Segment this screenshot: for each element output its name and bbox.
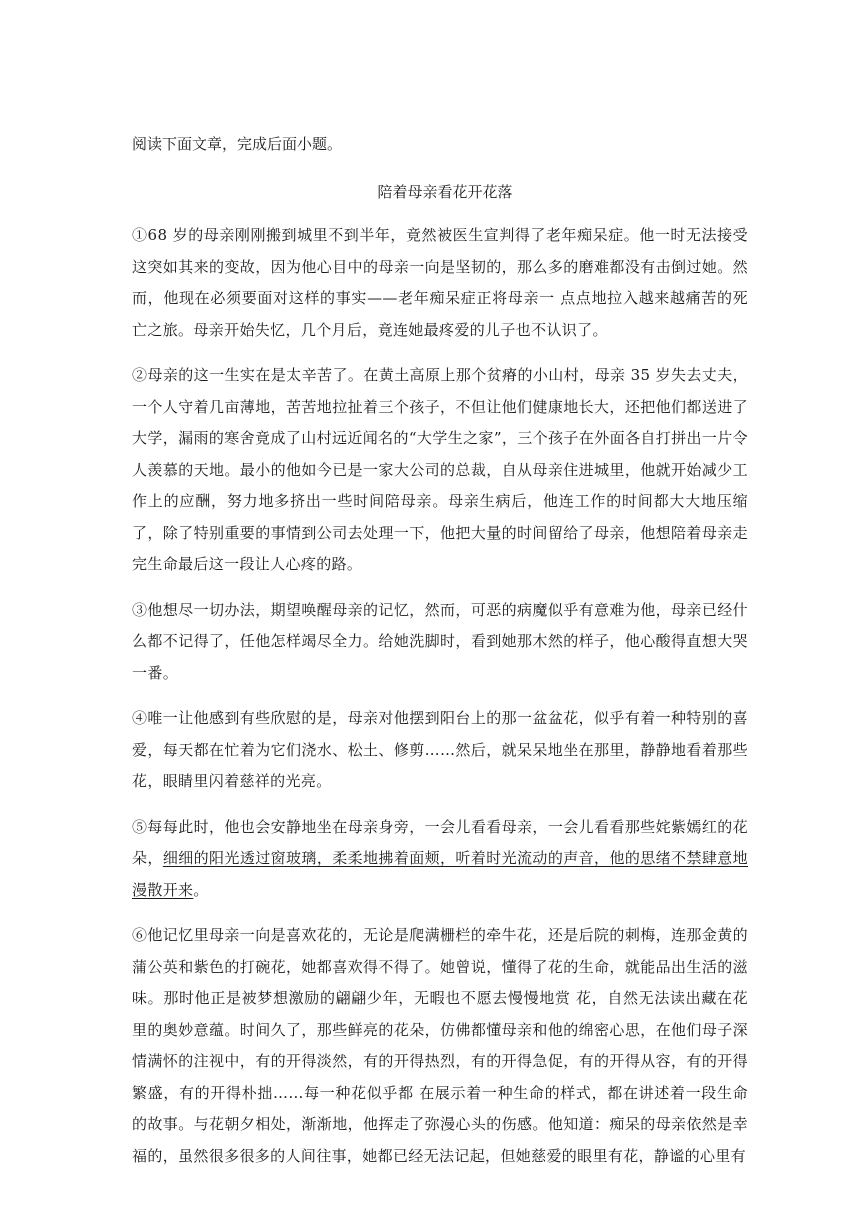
paragraph-2: ②母亲的这一生实在是太辛苦了。在黄土高原上那个贫瘠的小山村，母亲 35 岁失去丈夫，一个人守着几亩薄地，苦苦地拉扯着三个孩子，不但让他们健康地长大，还把他们都送进了大学，漏雨的寒舍竟成了山村远近闻名的“大学生之家”，三个孩子在外面各自打拼出一片令人羡慕的天地。最小的他如今已是一家大公司的总裁，自从母亲住进城里，他就开始减少工作上的应酬，努力地多挤出一些时间陪母亲。母亲生病后，他连工作的时间都大大地压缩了，除了特别重要的事情到公司去处理一下，他把大量的时间留给了母亲，他想陪着母亲走完生命最后这一段让人心疼的路。	[132, 366, 748, 573]
paragraph-6: ⑥他记忆里母亲一向是喜欢花的，无论是爬满栅栏的牵牛花，还是后院的刺梅，连那金黄的蒲公英和紫色的打碗花，她都喜欢得不得了。她曾说，懂得了花的生命，就能品出生活的滋味。那时他正是被梦想激励的翩翩少年，无暇也不愿去慢慢地赏 花，自然无法读出藏在花里的奥妙意蕴。时间久了，那些鲜亮的花朵，仿佛都懂母亲和他的绵密心思，在他们母子深情满怀的注视中，有的开得淡然，有的开得热烈，有的开得急促，有的开得从容，有的开得繁盛，有的开得朴拙……每一种花似乎都 在展示着一种生命的样式，都在讲述着一段生命的故事。与花朝夕相处，渐渐地，他挥走了弥漫心头的伤感。他知道：痴呆的母亲依然是幸福的，虽然很多很多的人间往事，她都已经无法记起，但她慈爱的眼里有花，静谧的心里有	[132, 926, 748, 1165]
instruction-text: 阅读下面文章，完成后面小题。	[132, 135, 343, 153]
paragraph-3: ③他想尽一切办法，期望唤醒母亲的记忆，然而，可恶的病魔似乎有意难为他，母亲已经什么都不记得了，任他怎样竭尽全力。给她洗脚时，看到她那木然的样子，他心酸得直想大哭一番。	[132, 600, 748, 682]
article-title: 陪着母亲看花开花落	[377, 183, 513, 201]
paragraph-4: ④唯一让他感到有些欣慰的是，母亲对他摆到阳台上的那一盆盆花，似乎有着一种特别的喜爱，每天都在忙着为它们浇水、松土、修剪……然后，就呆呆地坐在那里，静静地看着那些花，眼睛里闪着慈祥的光亮。	[132, 709, 748, 790]
underlined-sentence: 细细的阳光透过窗玻璃，柔柔地拂着面颊，听着时光流动的声音，他的思绪不禁肆意地漫散开来	[132, 849, 748, 899]
paragraph-1: ①68 岁的母亲刚刚搬到城里不到半年，竟然被医生宣判得了老年痴呆症。他一时无法接受这突如其来的变故，因为他心目中的母亲一向是坚韧的，那么多的磨难都没有击倒过她。然而，他现在必须要面对这样的事实——老年痴呆症正将母亲一 点点地拉入越来越痛苦的死亡之旅。母亲开始失忆，几个月后，竟连她最疼爱的儿子也不认识了。	[132, 226, 748, 339]
paragraph-5-end: 。	[193, 880, 209, 899]
paragraph-5-text: ⑤每每此时，他也会安静地坐在母亲身旁，一会儿看看母亲，一会儿看看那些姹紫嫣红的花朵，	[132, 817, 748, 867]
paragraph-5	[132, 812, 748, 907]
